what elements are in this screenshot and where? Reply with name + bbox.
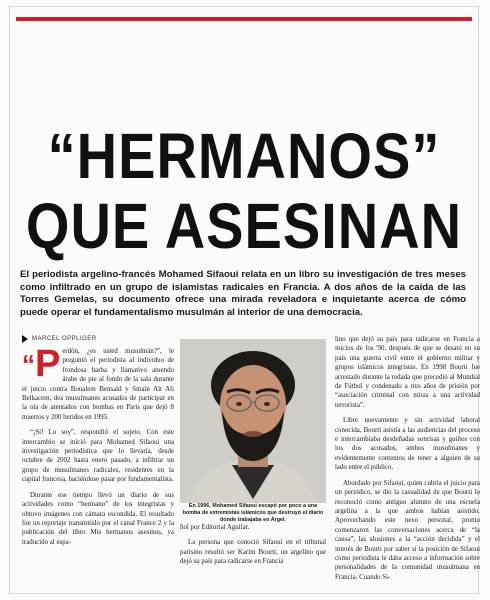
article-column-3 (335, 335, 480, 588)
dropcap: “P (22, 343, 61, 385)
paragraph: “¡Sí! Lo soy”, respondió el sujeto. Con este intercambio se inició para Mohamed Sifaoui una investigación periodística que lo llevaría, desde octubre de 2002 hasta enero pasado, a infiltrar un grupo de musulmanes radicales, residentes en la capital francesa, haciéndose pasar por fundamentalista. (22, 429, 174, 484)
paragraph: La persona que conoció Sifaoui en el tribunal parisino resultó ser Karim Bourti, un argelino que dejó su país para radicarse en Francia (180, 539, 326, 566)
paragraph: Abordado por Sifaoui, quien cubría el juicio para un periódico, se dio la casualidad de que Bourti lo reconoció como antiguo alumno de una escuela argelina a la que ambos habían asistido. Aprovechando este nexo personal, pronto comenzaron las conversaciones acerca de “la causa”, las alusiones a la “acción decidida” y el interés de Bourti por saber si la posición de Sifaoui como periodista le daba acceso a información sobre personalidades de la comunidad musulmana en Francia. Cuando Si- (335, 479, 480, 581)
paragraph: ñol por Editorial Aguilar. (180, 524, 250, 531)
photo-caption: En 1996, Mohamed Sifaoui escapó por poco a una bomba de extremistas islámicos que destruyó el diario donde trabajaba en Argel. (182, 503, 324, 523)
byline-author: MARCEL OPPLIGER (32, 336, 97, 342)
paragraph: Libre nuevamente y sin actividad laboral conocida, Bourti asistía a las audiencias del proceso e intercambiaba desdeñadas sonrisas y guiños con los dos acusados, ambos musulmanes y evidentemente contentos de tener a alguien de su lado entre el público. (335, 417, 480, 472)
headline-line-2: QUE ASESINAN (25, 189, 463, 262)
article-column-1 (22, 343, 174, 553)
lede-paragraph: El periodista argelino-francés Mohamed Sifaoui relata en un libro su investigación de tres meses como infiltrado en un grupo de islamistas radicales en Francia. A dos años de la caída de las Torres Gemelas, su documento ofrece una mirada reveladora e inquietante acerca de cómo puede operar el fundamentalismo musulmán al interior de una democracia. (20, 269, 466, 318)
portrait-image (180, 339, 326, 503)
magazine-page (9, 6, 479, 594)
byline (22, 335, 97, 343)
byline-arrow-icon (22, 335, 28, 343)
paragraph: “P erdón, ¿es usted musulmán?”, le preguntó el periodista al individuo de frondosa barba y llamativo atuendo árabe de pie al fondo de la sala durante el juicio contra Boualem Bensaïd y Smaïn Aït Ali Belkacem, dos musulmanes acusados de participar en la ola de atentados con bombas en París que dejó 8 muertos y 200 heridos en 1995. (22, 343, 174, 421)
paragraph: lino que dejó su país para radicarse en Francia a inicios de los '90, después de que se desató en su país una guerra civil entre el gobierno militar y grupos islámicos integristas. En 1998 Bourti fue arrestado durante la redada que precedió al Mundial de Fútbol y condenado a tres años de prisión por “asociación criminal con miras a una actividad terrorista”. (335, 336, 480, 409)
top-rule (16, 17, 472, 21)
headline-line-1: “HERMANOS” (47, 119, 441, 192)
article-column-2 (180, 523, 326, 573)
paragraph: Durante ese tiempo llevó un diario de sus actividades como “hermano” de los integristas y obtuvo imágenes con cámara escondida. El resultado fue un reportaje transmitido por el canal France 2 y la publicación del libro Mis hermanos asesinos, ya traducido al espa- (22, 491, 174, 546)
author-photo (180, 339, 326, 503)
